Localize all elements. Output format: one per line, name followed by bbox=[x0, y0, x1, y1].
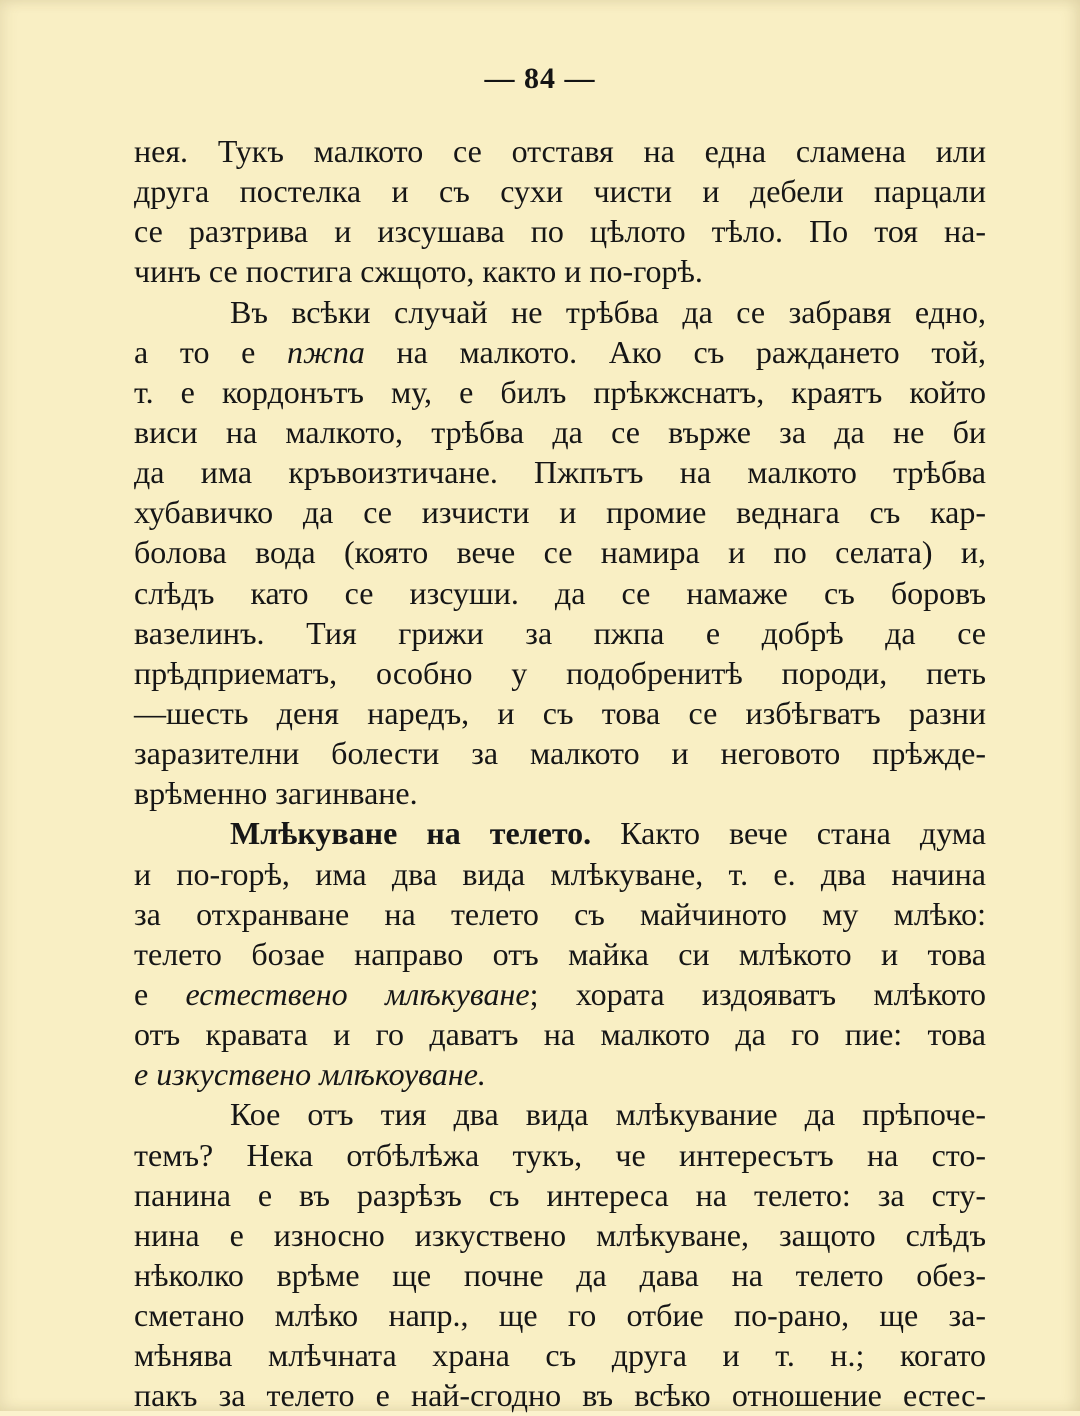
text-line: чинъ се постига сжщото, както и по-горѣ. bbox=[134, 253, 703, 290]
text-line: и по-горѣ, има два вида млѣкуване, т. е. два начина bbox=[134, 855, 986, 892]
text-line: виси на малкото, трѣбва да се върже за да не би bbox=[134, 413, 986, 450]
text-line bbox=[134, 974, 986, 1014]
text-line: хубавичко да се изчисти и промие веднага съ кар- bbox=[134, 494, 986, 531]
text-line bbox=[134, 813, 986, 853]
text-line: мѣнява млѣчната храна съ друга и т. н.; когато bbox=[134, 1337, 986, 1374]
emphasis-text: пжпа bbox=[287, 333, 365, 370]
text-segment: ; хората издояватъ млѣкото bbox=[529, 975, 987, 1012]
text-line: нина е износно изкуствено млѣкуване, защото слѣдъ bbox=[134, 1216, 986, 1253]
section-heading: Млѣкуване на телето. bbox=[230, 815, 592, 852]
text-line: друга постелка и съ сухи чисти и дебели парцали bbox=[134, 173, 986, 210]
text-line: нѣколко врѣме ще почне да дава на телето обез- bbox=[134, 1256, 986, 1293]
text-segment: на малкото. Ако съ раждането той, bbox=[364, 333, 986, 370]
text-line: болова вода (която вече се намира и по селата) и, bbox=[134, 534, 986, 571]
text-line bbox=[134, 1054, 986, 1094]
text-line: да има кръвоизтичане. Пжпътъ на малкото трѣбва bbox=[134, 454, 986, 491]
text-line: се разтрива и изсушава по цѣлото тѣло. По тоя на- bbox=[134, 213, 986, 250]
text-line: т. е кордонътъ му, е билъ прѣкжснатъ, краятъ който bbox=[134, 373, 986, 410]
emphasis-text: е изкуствено млѣкоуване. bbox=[134, 1056, 486, 1093]
text-line: нея. Тукъ малкото се отставя на една сламена или bbox=[134, 133, 986, 169]
emphasis-text: естествено млѣкуване bbox=[185, 975, 530, 1012]
body-text bbox=[134, 131, 986, 1416]
text-line: пакъ за телето е най-сгодно въ всѣко отношение естес- bbox=[134, 1377, 986, 1414]
text-line: Въ всѣки случай не трѣбва да се забравя едно, bbox=[230, 293, 986, 330]
text-line: врѣменно загинване. bbox=[134, 775, 418, 812]
text-segment: Както вече стана дума bbox=[591, 815, 986, 852]
text-line: прѣдприематъ, особно у подобренитѣ породи, петь bbox=[134, 654, 986, 691]
text-line: —шесть деня наредъ, и съ това се избѣгватъ разни bbox=[134, 694, 986, 731]
text-line: темъ? Нека отбѣлѣжа тукъ, че интересътъ на сто- bbox=[134, 1136, 986, 1173]
text-line: панина е въ разрѣзъ съ интереса на телето: за сту- bbox=[134, 1176, 986, 1213]
text-line: за отхранване на телето съ майчиното му млѣко: bbox=[134, 895, 986, 932]
text-line bbox=[134, 332, 986, 372]
text-line: отъ кравата и го даватъ на малкото да го пие: това bbox=[134, 1016, 986, 1053]
text-segment: а то е bbox=[134, 333, 288, 370]
text-line: телето бозае направо отъ майка си млѣкото и това bbox=[134, 935, 986, 972]
text-line: заразителни болести за малкото и неговото прѣжде- bbox=[134, 735, 986, 772]
page-number: — 84 — bbox=[484, 62, 596, 95]
text-line: Кое отъ тия два вида млѣкувание да прѣпоче- bbox=[230, 1096, 986, 1133]
text-line: слѣдъ като се изсуши. да се намаже съ боровъ bbox=[134, 574, 986, 611]
text-line: сметано млѣко напр., ще го отбие по-рано, ще за- bbox=[134, 1297, 986, 1334]
text-line: вазелинъ. Тия грижи за пжпа е добрѣ да се bbox=[134, 614, 986, 651]
text-segment: е bbox=[134, 975, 186, 1012]
